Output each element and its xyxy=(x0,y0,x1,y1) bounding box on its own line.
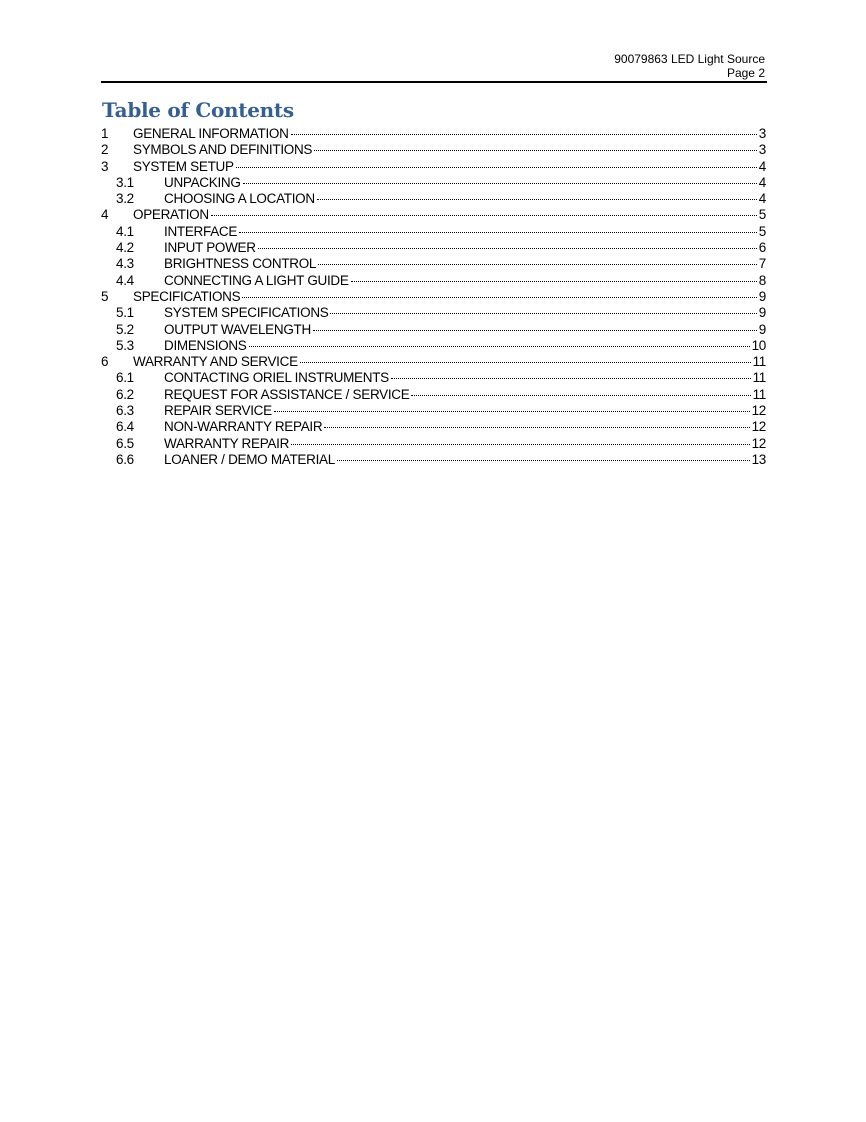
toc-entry[interactable] xyxy=(101,159,766,175)
toc-entry[interactable] xyxy=(101,175,766,191)
toc-entry-page: 12 xyxy=(751,419,766,435)
toc-entry-number: 4.2 xyxy=(116,240,134,256)
toc-leader-dots xyxy=(243,181,757,184)
toc-leader-dots xyxy=(211,213,757,216)
toc-entry[interactable] xyxy=(101,305,766,321)
toc-entry-number: 4 xyxy=(101,207,109,223)
toc-entry[interactable] xyxy=(101,224,766,240)
toc-entry-number: 4.3 xyxy=(116,256,134,272)
toc-entry-title: WARRANTY REPAIR xyxy=(164,435,290,451)
toc-entry-title: REPAIR SERVICE xyxy=(164,403,272,419)
toc-leader-dots xyxy=(324,425,749,428)
toc-leader-dots xyxy=(330,311,756,314)
page-number: Page 2 xyxy=(726,66,765,80)
toc-entry-title: OPERATION xyxy=(133,207,209,223)
header-rule xyxy=(101,81,767,83)
toc-entry-page: 9 xyxy=(758,321,766,337)
toc-entry-page: 9 xyxy=(758,305,766,321)
toc-entry-page: 11 xyxy=(752,354,766,370)
toc-entry-title: LOANER / DEMO MATERIAL xyxy=(164,451,335,467)
toc-entry[interactable] xyxy=(101,142,766,158)
toc-entry[interactable] xyxy=(101,419,766,435)
toc-leader-dots xyxy=(291,442,750,445)
toc-entry-number: 6.6 xyxy=(116,451,134,467)
toc-entry-page: 4 xyxy=(758,174,766,190)
toc-entry-number: 3 xyxy=(101,158,109,174)
toc-entry-page: 13 xyxy=(751,451,766,467)
toc-title: Table of Contents xyxy=(102,98,294,122)
page-header xyxy=(614,52,765,80)
toc-leader-dots xyxy=(351,279,757,282)
toc-leader-dots xyxy=(300,360,751,363)
toc-entry-title: SPECIFICATIONS xyxy=(133,288,241,304)
toc-entry-number: 4.4 xyxy=(116,272,134,288)
toc-entry-title: GENERAL INFORMATION xyxy=(133,126,289,141)
toc-entry-number: 1 xyxy=(101,126,109,141)
toc-entry-page: 3 xyxy=(758,142,766,158)
toc-entry-number: 3.2 xyxy=(116,191,134,207)
toc-entry-page: 10 xyxy=(751,337,766,353)
toc-entry[interactable] xyxy=(101,370,766,386)
toc-entry-title: NON-WARRANTY REPAIR xyxy=(164,419,323,435)
toc-entry-title: DIMENSIONS xyxy=(164,337,247,353)
toc-entry[interactable] xyxy=(101,436,766,452)
toc-entry-number: 6 xyxy=(101,354,109,370)
toc-leader-dots xyxy=(391,376,751,379)
toc-entry-number: 6.3 xyxy=(116,403,134,419)
toc-entry-page: 12 xyxy=(751,435,766,451)
toc-entry-number: 6.1 xyxy=(116,370,134,386)
toc-leader-dots xyxy=(239,230,757,233)
toc-entry-title: WARRANTY AND SERVICE xyxy=(133,354,298,370)
toc-entry-page: 6 xyxy=(758,240,766,256)
toc-entry[interactable] xyxy=(101,126,766,142)
toc-entry-page: 11 xyxy=(752,386,766,402)
toc-entry-title: BRIGHTNESS CONTROL xyxy=(164,256,317,272)
toc-entry-page: 4 xyxy=(758,191,766,207)
toc-entry-number: 3.1 xyxy=(116,174,134,190)
toc-entry-title: CONNECTING A LIGHT GUIDE xyxy=(164,272,349,288)
toc-entry-title: SYSTEM SETUP xyxy=(133,158,234,174)
toc-entry-title: CONTACTING ORIEL INSTRUMENTS xyxy=(164,370,389,386)
toc-entry-number: 5.2 xyxy=(116,321,134,337)
toc-entry[interactable] xyxy=(101,273,766,289)
toc-leader-dots xyxy=(236,165,757,168)
toc-entry[interactable] xyxy=(101,322,766,338)
toc-entry-title: INTERFACE xyxy=(164,223,238,239)
toc-entry[interactable] xyxy=(101,452,766,468)
toc-entry[interactable] xyxy=(101,240,766,256)
toc-entry-number: 4.1 xyxy=(116,223,134,239)
toc-leader-dots xyxy=(258,246,757,249)
toc-leader-dots xyxy=(318,262,757,265)
toc-leader-dots xyxy=(242,295,756,298)
toc-leader-dots xyxy=(337,458,750,461)
toc-leader-dots xyxy=(274,409,750,412)
toc-entry[interactable] xyxy=(101,256,766,272)
toc-entry-title: UNPACKING xyxy=(164,174,241,190)
toc-entry-number: 5.1 xyxy=(116,305,134,321)
toc-entry-title: SYMBOLS AND DEFINITIONS xyxy=(133,142,313,158)
toc-entry-page: 5 xyxy=(758,207,766,223)
toc-entry-page: 9 xyxy=(758,288,766,304)
toc-entry-number: 6.4 xyxy=(116,419,134,435)
toc-entry-title: INPUT POWER xyxy=(164,240,256,256)
toc-leader-dots xyxy=(313,328,757,331)
toc-leader-dots xyxy=(249,344,750,347)
toc-entry-page: 11 xyxy=(752,370,766,386)
toc-entry-page: 12 xyxy=(751,403,766,419)
toc-leader-dots xyxy=(317,197,757,200)
toc-entry-title: OUTPUT WAVELENGTH xyxy=(164,321,311,337)
toc-entry[interactable] xyxy=(101,207,766,223)
toc-entry-number: 5.3 xyxy=(116,337,134,353)
toc-entry[interactable] xyxy=(101,191,766,207)
toc-entry-number: 6.2 xyxy=(116,386,134,402)
toc-entry-page: 7 xyxy=(758,256,766,272)
toc-leader-dots xyxy=(314,148,757,151)
toc-entry-title: CHOOSING A LOCATION xyxy=(164,191,315,207)
table-of-contents xyxy=(101,126,766,468)
toc-entry[interactable] xyxy=(101,387,766,403)
toc-entry[interactable] xyxy=(101,354,766,370)
toc-entry-title: REQUEST FOR ASSISTANCE / SERVICE xyxy=(164,386,410,402)
toc-leader-dots xyxy=(411,393,750,396)
toc-entry[interactable] xyxy=(101,403,766,419)
toc-entry-page: 8 xyxy=(758,272,766,288)
toc-entry-number: 2 xyxy=(101,142,109,158)
toc-entry-number: 5 xyxy=(101,288,109,304)
document-title: 90079863 LED Light Source xyxy=(614,52,765,66)
toc-entry-page: 5 xyxy=(758,223,766,239)
toc-leader-dots xyxy=(291,132,757,135)
toc-entry[interactable] xyxy=(101,338,766,354)
toc-entry[interactable] xyxy=(101,289,766,305)
toc-entry-page: 4 xyxy=(758,158,766,174)
toc-entry-title: SYSTEM SPECIFICATIONS xyxy=(164,305,329,321)
toc-entry-number: 6.5 xyxy=(116,435,134,451)
toc-entry-page: 3 xyxy=(758,126,766,141)
